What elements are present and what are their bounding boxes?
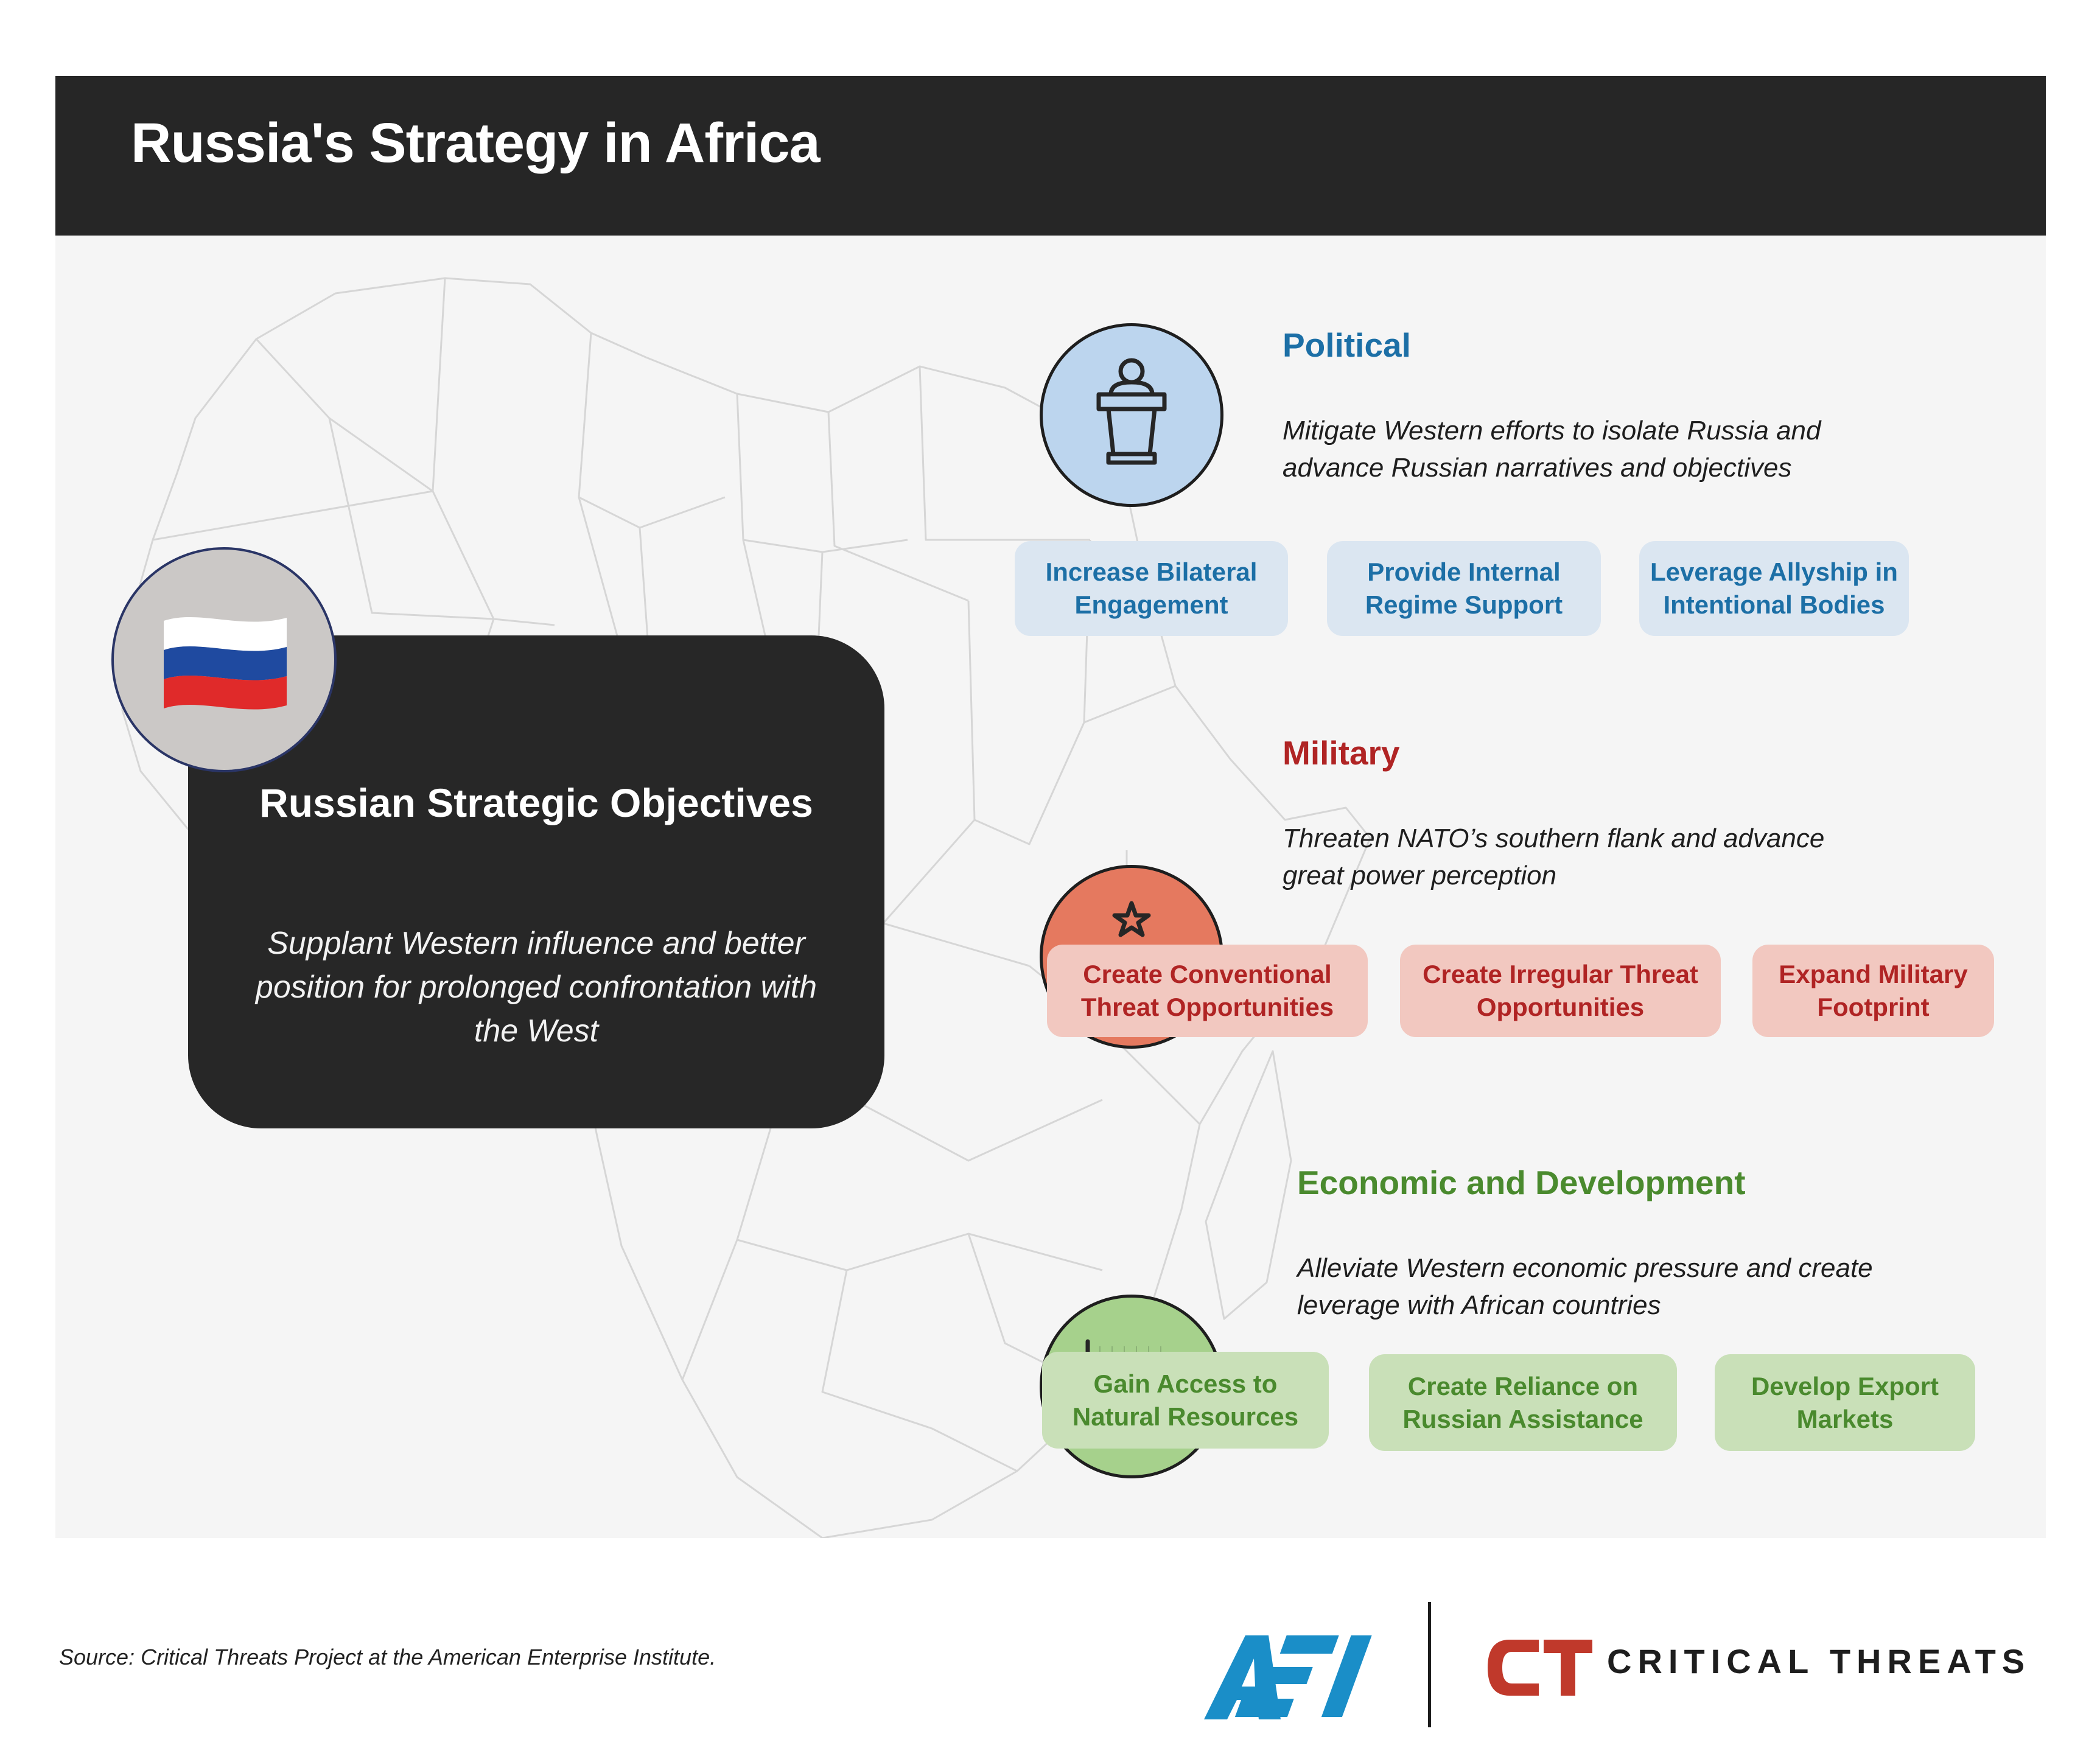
objectives-description: Supplant Western influence and better position for prolonged confrontation with the West: [255, 926, 817, 1049]
military-description: Threaten NATO’s southern flank and advance great power perception: [1283, 823, 1825, 890]
podium-speaker-icon: [1043, 326, 1220, 504]
critical-threats-wordmark: CRITICAL THREATS: [1607, 1642, 2031, 1680]
ct-logo-mark: [1485, 1637, 1595, 1698]
military-item-conventional-threat: Create Conventional Threat Opportunities: [1047, 945, 1368, 1037]
source-note: Source: Critical Threats Project at the American Enterprise Institute.: [59, 1645, 716, 1669]
economic-title: Economic and Development: [1297, 1164, 1746, 1201]
aei-logo-text: AEI: [1200, 1628, 1202, 1629]
infographic-panel: [55, 236, 2046, 1538]
military-item-military-footprint: Expand Military Footprint: [1752, 945, 1994, 1037]
flag-badge: [111, 547, 337, 772]
political-icon-circle: [1040, 323, 1223, 507]
aei-logo: [1200, 1628, 1383, 1725]
political-item-regime-support: Provide Internal Regime Support: [1327, 541, 1601, 636]
page-title: Russia's Strategy in Africa: [131, 112, 820, 174]
political-description: Mitigate Western efforts to isolate Russia and advance Russian narratives and objectives: [1283, 416, 1821, 483]
political-item-bilateral-engagement: Increase Bilateral Engagement: [1015, 541, 1288, 636]
logo-divider: [1428, 1602, 1431, 1727]
economic-description: Alleviate Western economic pressure and create leverage with African countries: [1297, 1253, 1873, 1320]
economic-item-russian-assistance: Create Reliance on Russian Assistance: [1369, 1354, 1677, 1451]
economic-item-natural-resources: Gain Access to Natural Resources: [1042, 1352, 1329, 1449]
title-banner: [55, 76, 2046, 236]
political-item-allyship: Leverage Allyship in Intentional Bodies: [1639, 541, 1909, 636]
military-item-irregular-threat: Create Irregular Threat Opportunities: [1400, 945, 1721, 1037]
economic-item-export-markets: Develop Export Markets: [1715, 1354, 1975, 1451]
military-title: Military: [1283, 734, 1400, 772]
objectives-title: Russian Strategic Objectives: [259, 780, 813, 825]
ct-logo-mark-text: CT: [1485, 1637, 1486, 1638]
russian-flag-icon: [114, 550, 334, 770]
political-title: Political: [1283, 326, 1411, 364]
